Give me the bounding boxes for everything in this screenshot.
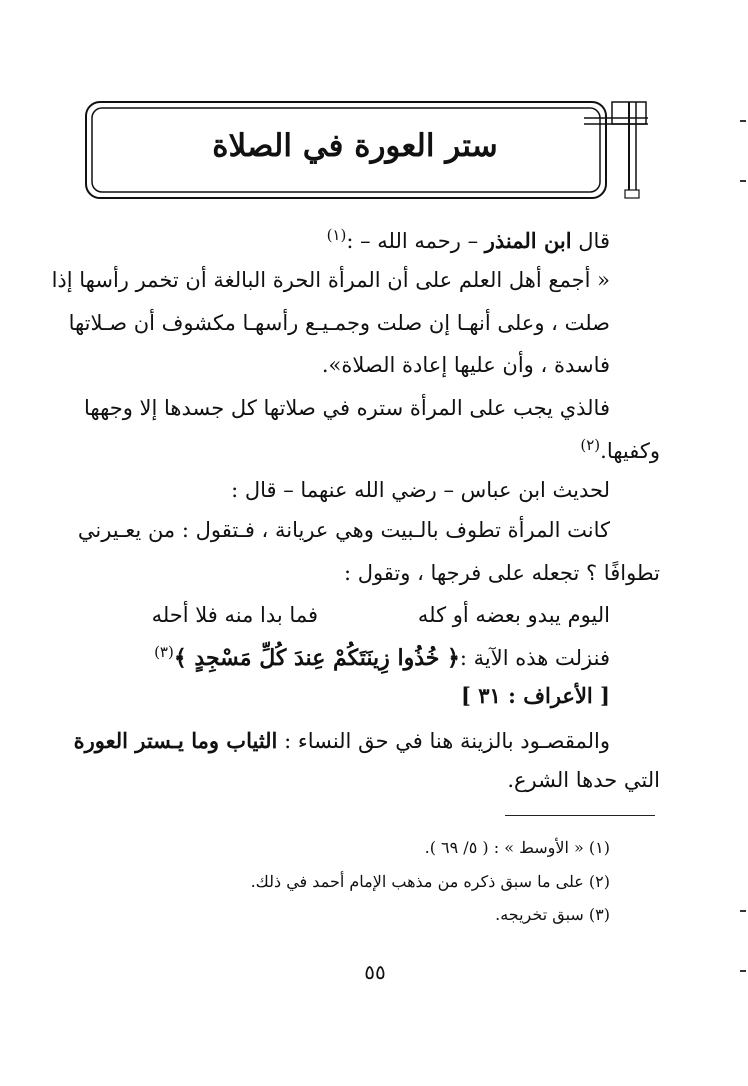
- footnote-divider: [505, 815, 655, 816]
- scan-mark: [740, 120, 746, 122]
- page-number: ٥٥: [364, 960, 386, 984]
- text-line-6-body: وكفيها.: [600, 439, 660, 463]
- poem-hemistich-right: اليوم يبدو بعضه أو كله: [417, 603, 610, 627]
- text-line-12-emphasis: الثياب وما يـستر العورة: [73, 728, 278, 753]
- footnote-ref-3: (٣): [154, 643, 174, 661]
- text-line-5: فالذي يجب على المرأة ستره في صلاتها كل جسدها إلا وجهها: [83, 396, 610, 420]
- intro-text: قال: [571, 229, 610, 253]
- quran-verse: ﴿ خُذُوا زِينَتَكُمْ عِندَ كُلِّ مَسْجِدٍ ﴾: [173, 645, 460, 671]
- text-line-13: التي حدها الشرع.: [507, 768, 660, 792]
- intro-rest: – رحمه الله – :: [346, 229, 485, 253]
- text-line-6: [580, 438, 660, 462]
- footnote-ref-2: (٢): [580, 436, 601, 454]
- text-line-3: صلت ، وعلى أنهـا إن صلت وجمـيـع رأسهـا مكشوف أن صـلاتها: [68, 311, 610, 335]
- text-line-4: فاسدة ، وأن عليها إعادة الصلاة».: [321, 353, 610, 377]
- text-line-10: [154, 645, 610, 669]
- scan-mark: [740, 180, 746, 182]
- scan-mark: [740, 910, 746, 912]
- scan-mark: [740, 970, 746, 972]
- text-line-2: « أجمع أهل العلم على أن المرأة الحرة البالغة أن تخمر رأسها إذا: [51, 268, 610, 292]
- footnote-ref-1: (١): [326, 226, 347, 244]
- text-line-8: كانت المرأة تطوف بالـبيت وهي عريانة ، فـتقول : من يعـيرني: [77, 518, 610, 542]
- footnote-1: (١) « الأوسط » : ( ٥/ ٦٩ ).: [424, 838, 610, 857]
- chapter-title: ستر العورة في الصلاة: [212, 128, 498, 164]
- footnote-3: (٣) سبق تخريجه.: [495, 905, 610, 924]
- verse-intro: فنزلت هذه الآية :: [459, 646, 610, 670]
- text-line-9: تطوافًا ؟ تجعله على فرجها ، وتقول :: [343, 561, 660, 585]
- footnote-2: (٢) على ما سبق ذكره من مذهب الإمام أحمد في ذلك.: [250, 872, 610, 891]
- text-line-12-body: والمقصـود بالزينة هنا في حق النساء :: [277, 729, 610, 753]
- text-line-1: [327, 228, 610, 252]
- author-name: ابن المنذر: [484, 228, 572, 253]
- text-line-12: [73, 728, 610, 753]
- verse-reference: [ الأعراف : ٣١ ]: [461, 683, 610, 708]
- poem-hemistich-left: فما بدا منه فلا أحله: [151, 603, 318, 627]
- text-line-7: لحديث ابن عباس – رضي الله عنهما – قال :: [231, 478, 610, 502]
